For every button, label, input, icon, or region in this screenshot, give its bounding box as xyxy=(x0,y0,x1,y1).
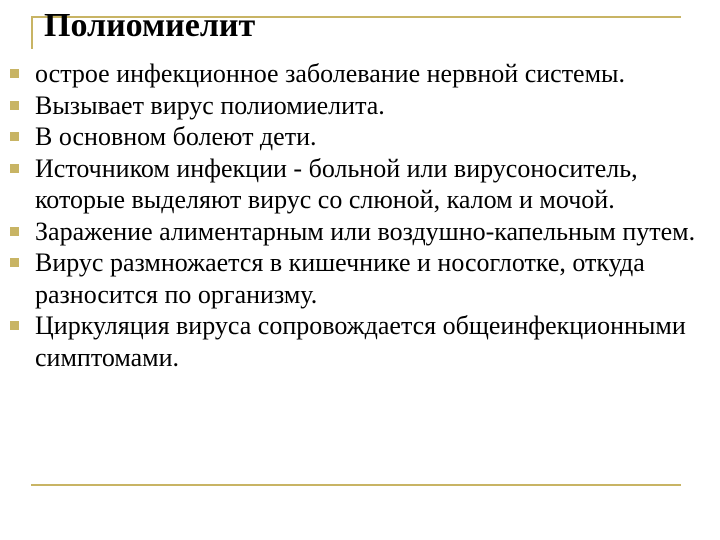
bullet-text: Циркуляция вируса сопровождается общеинфекционными симптомами. xyxy=(35,311,686,372)
bullet-text: острое инфекционное заболевание нервной системы. xyxy=(35,59,626,88)
bullet-item xyxy=(0,310,720,373)
square-bullet-icon xyxy=(10,101,19,110)
square-bullet-icon xyxy=(10,164,19,173)
square-bullet-icon xyxy=(10,227,19,236)
bullet-text: Вызывает вирус полиомиелита. xyxy=(35,90,385,120)
frame-bottom-line xyxy=(31,484,681,486)
bullet-text: Источником инфекции - больной или вирусоноситель, которые выделяют вирус со слюной, калом и мочой. xyxy=(35,153,638,214)
bullet-list xyxy=(0,58,720,373)
bullet-item xyxy=(0,90,720,122)
bullet-item xyxy=(0,216,720,248)
bullet-text: Заражение алиментарным или воздушно-капельным путем. xyxy=(35,216,696,246)
bullet-item xyxy=(0,153,720,216)
bullet-text: Вирус размножается в кишечнике и носоглотке, откуда разносится по организму. xyxy=(35,248,645,309)
bullet-item xyxy=(0,58,720,90)
square-bullet-icon xyxy=(10,132,19,141)
frame-left-line xyxy=(31,16,33,49)
bullet-item xyxy=(0,247,720,310)
square-bullet-icon xyxy=(10,258,19,267)
square-bullet-icon xyxy=(10,321,19,330)
square-bullet-icon xyxy=(10,69,19,78)
bullet-item xyxy=(0,121,720,153)
slide-title: Полиомиелит xyxy=(44,7,256,44)
bullet-text: В основном болеют дети. xyxy=(35,122,317,151)
